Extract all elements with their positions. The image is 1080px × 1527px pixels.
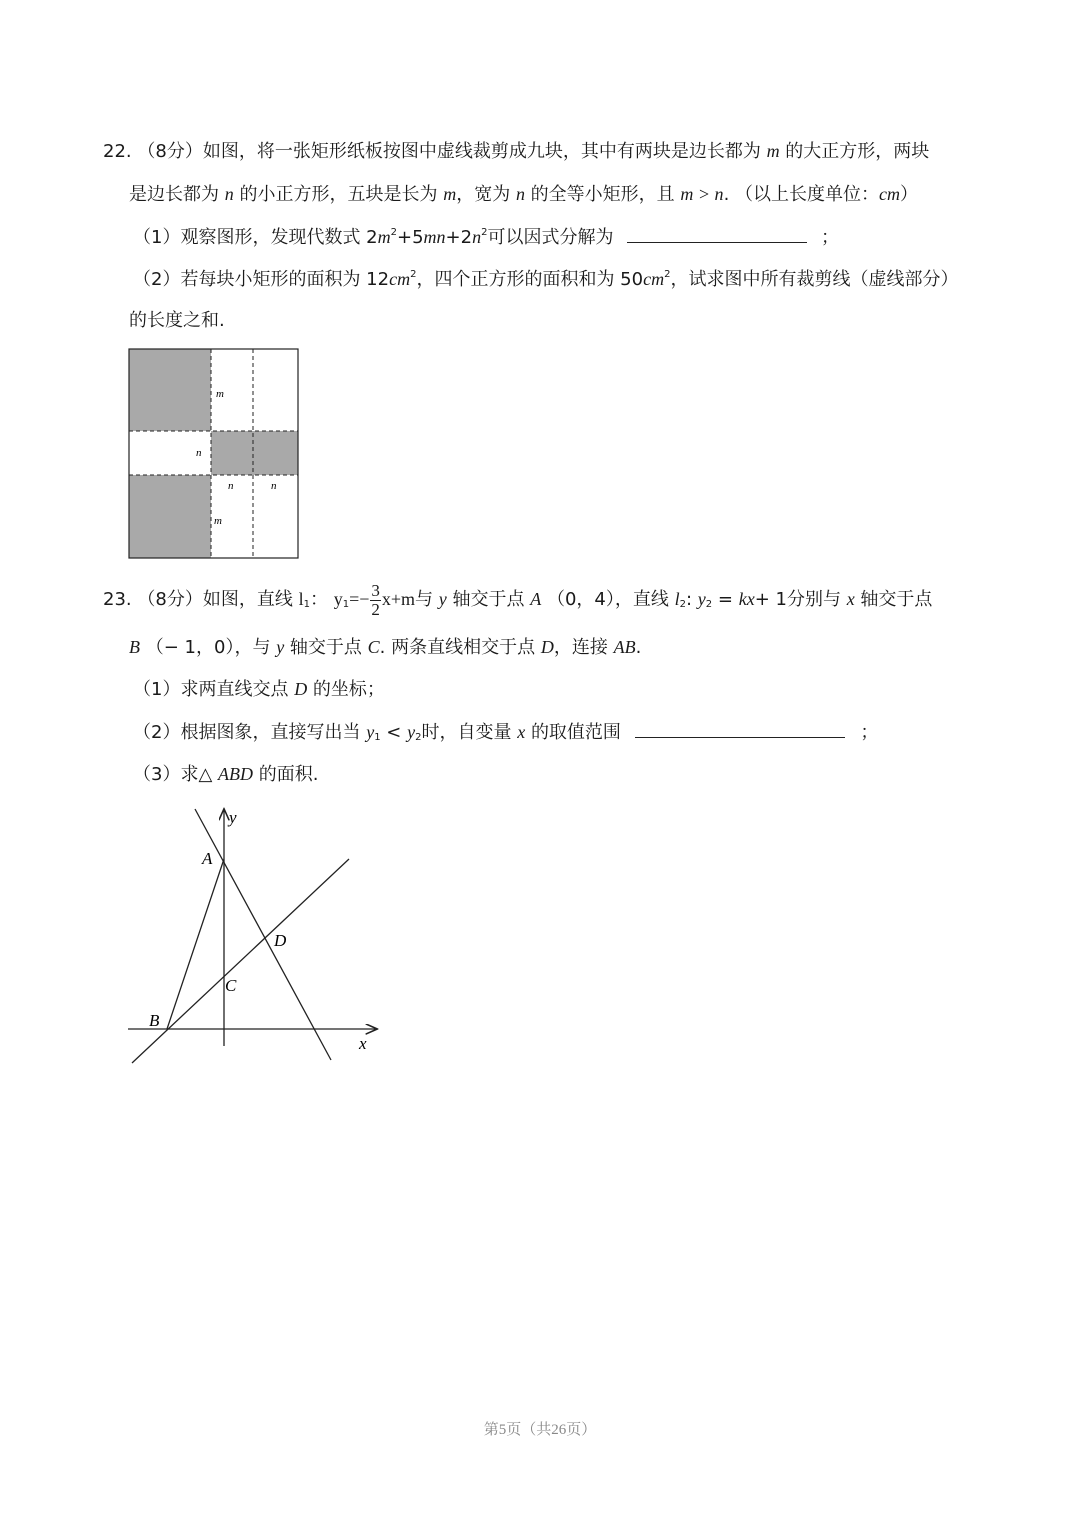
- q23-text: <: [380, 722, 408, 743]
- q22-text: ；: [820, 227, 839, 248]
- var-m: m: [377, 227, 391, 247]
- exponent: 2: [481, 227, 488, 238]
- point-D: D: [294, 679, 308, 699]
- label-y: y: [229, 808, 237, 827]
- q23-text: ，连接: [553, 637, 608, 658]
- figure-22-rectangle: [128, 348, 300, 560]
- var-y: y: [276, 637, 285, 657]
- label-n: n: [271, 480, 277, 492]
- label-m: m: [214, 515, 222, 527]
- q23-text: （0，4），直线: [546, 589, 669, 610]
- q22-text: ，四个正方形的面积和为 50: [416, 269, 644, 290]
- q22-text: 是边长都为: [129, 184, 219, 205]
- q23-text: （− 1，0），与: [145, 637, 271, 658]
- q23-text: （2）根据图象，直接写出当: [133, 722, 361, 743]
- q23-text: 轴交于点: [289, 637, 362, 658]
- answer-blank[interactable]: [627, 224, 807, 243]
- q22-part-2-cont: [129, 308, 225, 334]
- q23-text: ；: [860, 722, 879, 743]
- q23-text: 轴交于点: [452, 589, 525, 610]
- label-D: D: [274, 931, 287, 950]
- subscript: 1: [342, 599, 350, 610]
- q22-text: （1）观察图形，发现代数式 2: [133, 227, 378, 248]
- segment-AB: AB: [613, 637, 636, 657]
- q22-text: 的长度之和.: [129, 310, 225, 331]
- unit: cm: [879, 184, 901, 204]
- figure-23-graph: [120, 800, 390, 1075]
- var-x: x: [846, 589, 855, 609]
- exponent: 2: [390, 227, 397, 238]
- q23-text: =−: [349, 589, 370, 609]
- page-footer: 第5页（共26页）: [483, 1422, 597, 1438]
- var-mn: mn: [423, 227, 446, 247]
- subscript: 2: [679, 599, 686, 610]
- q23-text: 与: [415, 589, 434, 610]
- triangle-ABD: ABD: [218, 764, 254, 784]
- var-y: y: [438, 589, 447, 609]
- q23-text: 的面积.: [258, 764, 319, 785]
- q23-text: ：: [309, 589, 328, 610]
- point-C: C: [367, 637, 380, 657]
- q23-text: . 两条直线相交于点: [379, 637, 536, 658]
- q22-text: 的大正方形，两块: [785, 141, 930, 162]
- q22-number: 22.: [103, 141, 132, 162]
- q23-part-3: [133, 761, 319, 788]
- numerator: 3: [371, 580, 380, 600]
- q23-text: 轴交于点: [860, 589, 933, 610]
- point-D: D: [540, 637, 554, 657]
- q23-text: 如图，直线: [202, 589, 293, 610]
- line-name: l: [674, 589, 680, 609]
- q23-text: （3）求△: [133, 764, 213, 785]
- var-y: y: [333, 589, 343, 609]
- q23-text: .: [635, 637, 642, 658]
- line-l1: [195, 809, 331, 1060]
- var-n: n: [515, 184, 525, 204]
- label-A: A: [202, 849, 213, 868]
- q22-text: ）: [900, 184, 919, 205]
- q23-text: =: [712, 589, 739, 610]
- inequality: m > n: [680, 184, 724, 204]
- q22-text: ，试求图中所有裁剪线（虚线部分）: [670, 269, 959, 290]
- label-C: C: [225, 976, 237, 995]
- var-n: n: [224, 184, 234, 204]
- line-name: l: [298, 589, 304, 609]
- subscript: 1: [374, 732, 381, 743]
- var-y: y: [407, 722, 416, 742]
- denominator: 2: [371, 599, 380, 619]
- q22-part-2: [133, 266, 958, 293]
- label-n: n: [228, 480, 234, 492]
- q22-text: 的全等小矩形，且: [530, 184, 675, 205]
- q22-part-1: [133, 224, 839, 251]
- var-kx: kx: [738, 589, 755, 609]
- q23-text: + 1分别与: [754, 589, 841, 610]
- small-square-2: [253, 431, 298, 475]
- answer-blank[interactable]: [635, 719, 845, 738]
- q23-text: :: [686, 589, 698, 610]
- q23-text: 的坐标；: [312, 679, 385, 700]
- label-x: x: [359, 1034, 367, 1053]
- label-m: m: [216, 388, 224, 400]
- q22-text: 的小正方形，五块是长为: [239, 184, 438, 205]
- var-y: y: [366, 722, 375, 742]
- q22-text: ，宽为: [456, 184, 511, 205]
- q22-text: +2: [445, 227, 473, 248]
- var-m: m: [443, 184, 457, 204]
- var-y: y: [697, 589, 706, 609]
- q23-points: （8分）: [137, 589, 203, 610]
- q22-points: （8分）: [137, 141, 203, 162]
- q22-line-1: [103, 138, 929, 165]
- point-B: B: [129, 637, 140, 657]
- q23-line-2: [129, 634, 641, 661]
- q22-text: . （以上长度单位：: [723, 184, 880, 205]
- q23-text: 时，自变量: [421, 722, 512, 743]
- exponent: 2: [664, 269, 671, 280]
- q23-text: 的取值范围: [530, 722, 621, 743]
- var-m: m: [766, 141, 780, 161]
- subscript: 2: [705, 599, 713, 610]
- q23-text: x+m: [381, 589, 416, 609]
- q22-text: 可以因式分解为: [487, 227, 614, 248]
- label-B: B: [149, 1011, 160, 1030]
- exponent: 2: [410, 269, 417, 280]
- small-square-1: [211, 431, 253, 475]
- fraction: [370, 582, 381, 619]
- large-square-bottom: [129, 475, 211, 558]
- q22-text: +5: [397, 227, 424, 248]
- q23-line-1: [103, 579, 932, 620]
- q22-text: （2）若每块小矩形的面积为 12: [133, 269, 390, 290]
- q23-part-2: [133, 719, 878, 746]
- point-A: A: [530, 589, 542, 609]
- label-n: n: [196, 447, 202, 459]
- var-n: n: [472, 227, 482, 247]
- unit: cm: [643, 269, 665, 289]
- unit: cm: [389, 269, 411, 289]
- q23-text: （1）求两直线交点: [133, 679, 289, 700]
- subscript: 1: [303, 599, 310, 610]
- large-square-top: [129, 349, 211, 431]
- q22-line-2: [129, 181, 918, 208]
- q23-part-1: [133, 676, 385, 703]
- q22-text: 如图，将一张矩形纸板按图中虚线裁剪成九块，其中有两块是边长都为: [202, 141, 761, 162]
- q23-number: 23.: [103, 589, 132, 610]
- var-x: x: [517, 722, 526, 742]
- subscript: 2: [415, 732, 422, 743]
